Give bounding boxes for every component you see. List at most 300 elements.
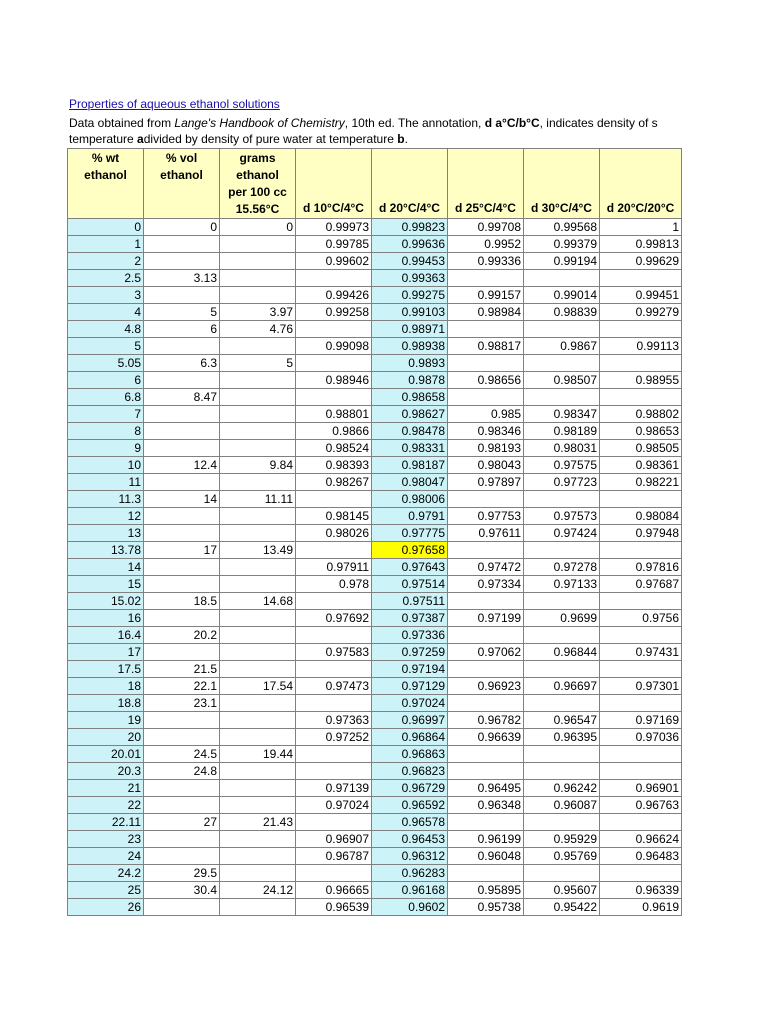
table-cell[interactable]: 0.96348 <box>448 797 524 814</box>
table-cell[interactable]: 0.99451 <box>600 287 682 304</box>
table-cell[interactable]: 0.9619 <box>600 899 682 916</box>
table-cell[interactable]: 5.05 <box>68 355 144 372</box>
table-cell[interactable]: 0.97897 <box>448 474 524 491</box>
table-cell[interactable]: 0.98524 <box>296 440 372 457</box>
table-cell[interactable]: 0.99602 <box>296 253 372 270</box>
table-cell[interactable] <box>296 389 372 406</box>
table-cell[interactable]: 17.5 <box>68 661 144 678</box>
table-cell[interactable]: 0.9756 <box>600 610 682 627</box>
table-cell[interactable]: 0.98347 <box>524 406 600 423</box>
table-cell[interactable]: 0.96242 <box>524 780 600 797</box>
table-cell[interactable]: 0.96787 <box>296 848 372 865</box>
table-cell[interactable] <box>144 644 220 661</box>
table-cell[interactable]: 0.978 <box>296 576 372 593</box>
table-cell[interactable]: 0.96283 <box>372 865 448 882</box>
table-cell[interactable]: 0.98006 <box>372 491 448 508</box>
table-cell[interactable]: 0.97336 <box>372 627 448 644</box>
table-cell[interactable] <box>524 695 600 712</box>
table-cell[interactable]: 0.97199 <box>448 610 524 627</box>
table-cell[interactable]: 13 <box>68 525 144 542</box>
table-cell[interactable] <box>448 746 524 763</box>
table-cell[interactable]: 26 <box>68 899 144 916</box>
table-cell[interactable] <box>220 440 296 457</box>
table-cell[interactable]: 0.97363 <box>296 712 372 729</box>
table-cell[interactable] <box>524 593 600 610</box>
table-cell[interactable]: 0.98267 <box>296 474 372 491</box>
table-cell[interactable]: 4 <box>68 304 144 321</box>
table-cell[interactable] <box>144 372 220 389</box>
table-cell[interactable]: 0.98658 <box>372 389 448 406</box>
table-cell[interactable] <box>296 695 372 712</box>
table-cell[interactable]: 0.99279 <box>600 304 682 321</box>
table-cell[interactable]: 0.99823 <box>372 219 448 236</box>
table-cell[interactable]: 24.5 <box>144 746 220 763</box>
table-cell[interactable]: 0.98984 <box>448 304 524 321</box>
table-cell[interactable] <box>220 559 296 576</box>
table-cell[interactable] <box>220 525 296 542</box>
table-cell[interactable]: 0.97723 <box>524 474 600 491</box>
table-cell[interactable]: 0.98971 <box>372 321 448 338</box>
table-cell[interactable] <box>524 389 600 406</box>
table-cell[interactable]: 0.98145 <box>296 508 372 525</box>
table-cell[interactable] <box>296 627 372 644</box>
table-cell[interactable]: 0 <box>220 219 296 236</box>
table-cell[interactable] <box>524 814 600 831</box>
table-cell[interactable] <box>144 406 220 423</box>
table-cell[interactable]: 2.5 <box>68 270 144 287</box>
table-cell[interactable]: 0.96539 <box>296 899 372 916</box>
table-cell[interactable] <box>524 542 600 559</box>
table-cell[interactable]: 0.96823 <box>372 763 448 780</box>
table-cell[interactable] <box>220 576 296 593</box>
table-cell[interactable]: 0.98505 <box>600 440 682 457</box>
table-cell[interactable] <box>144 525 220 542</box>
table-cell[interactable]: 19 <box>68 712 144 729</box>
table-cell[interactable] <box>600 865 682 882</box>
table-cell[interactable]: 0.98801 <box>296 406 372 423</box>
table-cell[interactable]: 0.97816 <box>600 559 682 576</box>
table-cell[interactable] <box>600 542 682 559</box>
table-cell[interactable]: 0.96923 <box>448 678 524 695</box>
table-cell[interactable]: 0.96763 <box>600 797 682 814</box>
table-cell[interactable]: 0.98193 <box>448 440 524 457</box>
table-cell[interactable] <box>220 831 296 848</box>
table-cell[interactable]: 0.96782 <box>448 712 524 729</box>
table-cell[interactable]: 0.96199 <box>448 831 524 848</box>
table-cell[interactable]: 0.97252 <box>296 729 372 746</box>
table-cell[interactable]: 0.96087 <box>524 797 600 814</box>
table-cell[interactable] <box>524 355 600 372</box>
table-cell[interactable] <box>448 814 524 831</box>
table-cell[interactable]: 0.97473 <box>296 678 372 695</box>
table-cell[interactable]: 5 <box>68 338 144 355</box>
table-cell[interactable]: 0.98187 <box>372 457 448 474</box>
table-cell[interactable] <box>220 389 296 406</box>
table-cell[interactable]: 13.49 <box>220 542 296 559</box>
table-cell[interactable]: 0.99973 <box>296 219 372 236</box>
table-cell[interactable]: 19.44 <box>220 746 296 763</box>
table-cell[interactable] <box>220 763 296 780</box>
table-cell[interactable] <box>600 355 682 372</box>
table-cell[interactable]: 9 <box>68 440 144 457</box>
table-cell[interactable]: 0.98802 <box>600 406 682 423</box>
table-cell[interactable]: 30.4 <box>144 882 220 899</box>
table-cell[interactable] <box>600 389 682 406</box>
table-cell[interactable]: 0.96624 <box>600 831 682 848</box>
table-cell[interactable]: 0.98817 <box>448 338 524 355</box>
table-cell[interactable]: 0.99194 <box>524 253 600 270</box>
table-cell[interactable]: 0.98047 <box>372 474 448 491</box>
table-cell[interactable]: 3.13 <box>144 270 220 287</box>
table-cell[interactable] <box>296 593 372 610</box>
table-cell[interactable] <box>296 661 372 678</box>
table-cell[interactable] <box>524 270 600 287</box>
table-cell[interactable]: 17 <box>68 644 144 661</box>
table-cell[interactable]: 22.1 <box>144 678 220 695</box>
table-cell[interactable]: 0.97583 <box>296 644 372 661</box>
table-cell[interactable]: 0.97387 <box>372 610 448 627</box>
table-cell[interactable]: 6 <box>144 321 220 338</box>
table-cell[interactable] <box>144 508 220 525</box>
table-cell[interactable]: 0.98361 <box>600 457 682 474</box>
table-cell[interactable]: 0 <box>144 219 220 236</box>
table-cell[interactable]: 0.98084 <box>600 508 682 525</box>
table-cell[interactable]: 0.95607 <box>524 882 600 899</box>
table-cell[interactable]: 0.99453 <box>372 253 448 270</box>
table-cell[interactable] <box>220 899 296 916</box>
table-cell[interactable]: 8.47 <box>144 389 220 406</box>
table-cell[interactable]: 0.97514 <box>372 576 448 593</box>
table-cell[interactable]: 0.97062 <box>448 644 524 661</box>
table-cell[interactable]: 0.98031 <box>524 440 600 457</box>
table-cell[interactable]: 2 <box>68 253 144 270</box>
table-cell[interactable] <box>220 797 296 814</box>
table-cell[interactable]: 16.4 <box>68 627 144 644</box>
table-cell[interactable]: 0.97036 <box>600 729 682 746</box>
table-cell[interactable] <box>220 712 296 729</box>
table-cell[interactable]: 0.96997 <box>372 712 448 729</box>
table-cell[interactable] <box>296 746 372 763</box>
table-cell[interactable]: 0.99103 <box>372 304 448 321</box>
table-cell[interactable]: 0.97278 <box>524 559 600 576</box>
table-cell[interactable]: 0.99629 <box>600 253 682 270</box>
table-cell[interactable]: 0.9699 <box>524 610 600 627</box>
table-cell[interactable]: 0.97139 <box>296 780 372 797</box>
table-cell[interactable]: 24.2 <box>68 865 144 882</box>
table-cell[interactable]: 22.11 <box>68 814 144 831</box>
table-cell[interactable]: 27 <box>144 814 220 831</box>
table-cell[interactable] <box>600 491 682 508</box>
table-cell[interactable]: 5 <box>220 355 296 372</box>
table-cell[interactable] <box>296 814 372 831</box>
table-cell[interactable]: 0.95895 <box>448 882 524 899</box>
table-cell[interactable] <box>524 661 600 678</box>
table-cell[interactable] <box>448 661 524 678</box>
table-cell[interactable]: 0.96453 <box>372 831 448 848</box>
table-cell[interactable]: 0.97611 <box>448 525 524 542</box>
table-cell[interactable] <box>220 287 296 304</box>
table-cell[interactable]: 0.96844 <box>524 644 600 661</box>
table-cell[interactable]: 14 <box>68 559 144 576</box>
table-cell[interactable] <box>296 865 372 882</box>
table-cell[interactable]: 21.43 <box>220 814 296 831</box>
table-cell[interactable] <box>144 729 220 746</box>
table-cell[interactable] <box>448 355 524 372</box>
table-cell[interactable]: 0.97911 <box>296 559 372 576</box>
table-cell[interactable]: 0.99785 <box>296 236 372 253</box>
table-cell[interactable] <box>448 695 524 712</box>
table-cell[interactable]: 0.97024 <box>372 695 448 712</box>
table-cell[interactable]: 0.97424 <box>524 525 600 542</box>
table-cell[interactable] <box>448 491 524 508</box>
table-cell[interactable]: 0.96639 <box>448 729 524 746</box>
table-cell[interactable]: 0.99813 <box>600 236 682 253</box>
table-cell[interactable]: 0 <box>68 219 144 236</box>
table-cell[interactable]: 0.97692 <box>296 610 372 627</box>
table-cell[interactable]: 0.985 <box>448 406 524 423</box>
table-cell[interactable]: 0.98955 <box>600 372 682 389</box>
table-cell[interactable]: 0.95769 <box>524 848 600 865</box>
table-cell[interactable] <box>144 338 220 355</box>
table-cell[interactable] <box>448 593 524 610</box>
table-cell[interactable]: 13.78 <box>68 542 144 559</box>
table-cell[interactable] <box>524 491 600 508</box>
table-cell[interactable]: 0.9952 <box>448 236 524 253</box>
table-cell[interactable]: 0.95422 <box>524 899 600 916</box>
table-cell[interactable]: 16 <box>68 610 144 627</box>
table-cell[interactable]: 0.97259 <box>372 644 448 661</box>
table-cell[interactable]: 0.99258 <box>296 304 372 321</box>
table-cell[interactable]: 20 <box>68 729 144 746</box>
table-cell[interactable] <box>600 270 682 287</box>
table-cell[interactable] <box>448 763 524 780</box>
table-cell[interactable]: 0.96901 <box>600 780 682 797</box>
table-cell[interactable]: 0.97573 <box>524 508 600 525</box>
table-cell[interactable]: 0.99098 <box>296 338 372 355</box>
table-cell[interactable]: 15 <box>68 576 144 593</box>
table-cell[interactable] <box>220 644 296 661</box>
table-cell[interactable]: 0.99708 <box>448 219 524 236</box>
table-cell[interactable]: 24.8 <box>144 763 220 780</box>
table-cell[interactable]: 12.4 <box>144 457 220 474</box>
table-cell[interactable]: 0.97948 <box>600 525 682 542</box>
table-cell[interactable]: 0.96864 <box>372 729 448 746</box>
table-cell[interactable]: 23.1 <box>144 695 220 712</box>
table-cell[interactable]: 0.9602 <box>372 899 448 916</box>
table-cell[interactable]: 0.96483 <box>600 848 682 865</box>
table-cell[interactable] <box>220 253 296 270</box>
table-cell[interactable] <box>600 763 682 780</box>
table-cell[interactable]: 21 <box>68 780 144 797</box>
table-cell[interactable]: 0.97753 <box>448 508 524 525</box>
table-cell[interactable] <box>600 746 682 763</box>
table-cell[interactable]: 0.96339 <box>600 882 682 899</box>
table-cell[interactable]: 0.99014 <box>524 287 600 304</box>
table-cell[interactable]: 0.96547 <box>524 712 600 729</box>
table-cell[interactable]: 0.98221 <box>600 474 682 491</box>
table-cell[interactable]: 0.9893 <box>372 355 448 372</box>
table-cell[interactable]: 4.76 <box>220 321 296 338</box>
table-cell[interactable]: 0.9791 <box>372 508 448 525</box>
table-cell[interactable]: 25 <box>68 882 144 899</box>
table-cell[interactable]: 0.97575 <box>524 457 600 474</box>
table-cell[interactable] <box>144 576 220 593</box>
table-cell[interactable] <box>220 780 296 797</box>
table-cell[interactable] <box>296 491 372 508</box>
table-cell[interactable] <box>144 899 220 916</box>
table-cell[interactable]: 11.11 <box>220 491 296 508</box>
table-cell[interactable]: 0.99426 <box>296 287 372 304</box>
table-cell[interactable] <box>144 610 220 627</box>
table-cell[interactable]: 0.97334 <box>448 576 524 593</box>
table-cell[interactable]: 6.8 <box>68 389 144 406</box>
table-cell[interactable]: 0.98653 <box>600 423 682 440</box>
table-cell[interactable]: 3 <box>68 287 144 304</box>
table-cell[interactable]: 0.97775 <box>372 525 448 542</box>
table-cell[interactable] <box>144 423 220 440</box>
table-cell[interactable] <box>220 610 296 627</box>
table-cell[interactable]: 0.99275 <box>372 287 448 304</box>
table-cell[interactable] <box>144 831 220 848</box>
table-cell[interactable]: 7 <box>68 406 144 423</box>
table-cell[interactable]: 4.8 <box>68 321 144 338</box>
table-cell[interactable]: 0.98393 <box>296 457 372 474</box>
table-cell[interactable] <box>524 763 600 780</box>
table-cell[interactable]: 0.99636 <box>372 236 448 253</box>
table-cell[interactable] <box>296 542 372 559</box>
table-cell[interactable]: 0.97024 <box>296 797 372 814</box>
table-cell[interactable]: 0.97133 <box>524 576 600 593</box>
table-cell[interactable]: 10 <box>68 457 144 474</box>
table-cell[interactable]: 0.96578 <box>372 814 448 831</box>
table-cell[interactable]: 0.98656 <box>448 372 524 389</box>
table-cell[interactable]: 0.97431 <box>600 644 682 661</box>
table-cell[interactable]: 14 <box>144 491 220 508</box>
table-cell[interactable] <box>600 695 682 712</box>
table-cell[interactable]: 0.96395 <box>524 729 600 746</box>
table-cell[interactable]: 0.96048 <box>448 848 524 865</box>
table-cell[interactable]: 24 <box>68 848 144 865</box>
table-cell[interactable] <box>296 763 372 780</box>
table-cell[interactable]: 0.97658 <box>372 542 448 559</box>
table-cell[interactable]: 18.8 <box>68 695 144 712</box>
table-cell[interactable]: 0.96312 <box>372 848 448 865</box>
table-cell[interactable] <box>524 321 600 338</box>
table-cell[interactable] <box>220 423 296 440</box>
table-cell[interactable]: 0.98839 <box>524 304 600 321</box>
table-cell[interactable] <box>144 253 220 270</box>
table-cell[interactable]: 0.99113 <box>600 338 682 355</box>
table-cell[interactable]: 0.97301 <box>600 678 682 695</box>
table-cell[interactable]: 12 <box>68 508 144 525</box>
table-cell[interactable]: 6.3 <box>144 355 220 372</box>
table-cell[interactable]: 0.96168 <box>372 882 448 899</box>
table-cell[interactable]: 0.98043 <box>448 457 524 474</box>
table-cell[interactable]: 0.99379 <box>524 236 600 253</box>
table-cell[interactable] <box>144 780 220 797</box>
table-cell[interactable]: 9.84 <box>220 457 296 474</box>
table-cell[interactable]: 0.95738 <box>448 899 524 916</box>
table-cell[interactable] <box>220 508 296 525</box>
table-cell[interactable] <box>220 270 296 287</box>
table-cell[interactable]: 11.3 <box>68 491 144 508</box>
table-cell[interactable]: 17.54 <box>220 678 296 695</box>
table-cell[interactable] <box>220 372 296 389</box>
table-cell[interactable]: 0.97643 <box>372 559 448 576</box>
table-cell[interactable]: 0.98627 <box>372 406 448 423</box>
source-link[interactable]: Properties of aqueous ethanol solutions <box>69 97 280 111</box>
table-cell[interactable]: 11 <box>68 474 144 491</box>
table-cell[interactable]: 0.99363 <box>372 270 448 287</box>
table-cell[interactable]: 0.99157 <box>448 287 524 304</box>
table-cell[interactable]: 0.98189 <box>524 423 600 440</box>
table-cell[interactable] <box>600 661 682 678</box>
table-cell[interactable]: 0.97511 <box>372 593 448 610</box>
table-cell[interactable] <box>448 321 524 338</box>
table-cell[interactable]: 0.98331 <box>372 440 448 457</box>
table-cell[interactable] <box>220 729 296 746</box>
table-cell[interactable]: 0.97472 <box>448 559 524 576</box>
table-cell[interactable]: 17 <box>144 542 220 559</box>
table-cell[interactable] <box>524 746 600 763</box>
table-cell[interactable]: 18 <box>68 678 144 695</box>
table-cell[interactable] <box>144 236 220 253</box>
table-cell[interactable] <box>600 593 682 610</box>
table-cell[interactable] <box>296 355 372 372</box>
table-cell[interactable] <box>448 270 524 287</box>
table-cell[interactable] <box>220 661 296 678</box>
table-cell[interactable]: 0.98946 <box>296 372 372 389</box>
table-cell[interactable] <box>220 338 296 355</box>
table-cell[interactable]: 0.97687 <box>600 576 682 593</box>
table-cell[interactable]: 1 <box>68 236 144 253</box>
table-cell[interactable]: 15.02 <box>68 593 144 610</box>
table-cell[interactable]: 18.5 <box>144 593 220 610</box>
table-cell[interactable]: 20.3 <box>68 763 144 780</box>
table-cell[interactable]: 0.96863 <box>372 746 448 763</box>
table-cell[interactable]: 0.9867 <box>524 338 600 355</box>
table-cell[interactable] <box>524 627 600 644</box>
table-cell[interactable] <box>448 389 524 406</box>
table-cell[interactable] <box>220 627 296 644</box>
table-cell[interactable] <box>144 712 220 729</box>
table-cell[interactable]: 0.98478 <box>372 423 448 440</box>
table-cell[interactable]: 1 <box>600 219 682 236</box>
table-cell[interactable]: 20.01 <box>68 746 144 763</box>
table-cell[interactable]: 20.2 <box>144 627 220 644</box>
table-cell[interactable]: 5 <box>144 304 220 321</box>
table-cell[interactable]: 0.96697 <box>524 678 600 695</box>
table-cell[interactable]: 0.98938 <box>372 338 448 355</box>
table-cell[interactable]: 0.98346 <box>448 423 524 440</box>
table-cell[interactable] <box>600 814 682 831</box>
table-cell[interactable]: 0.96665 <box>296 882 372 899</box>
table-cell[interactable]: 0.99336 <box>448 253 524 270</box>
table-cell[interactable]: 0.97169 <box>600 712 682 729</box>
table-cell[interactable] <box>600 321 682 338</box>
table-cell[interactable] <box>220 406 296 423</box>
table-cell[interactable]: 0.95929 <box>524 831 600 848</box>
table-cell[interactable]: 0.96907 <box>296 831 372 848</box>
table-cell[interactable]: 0.98026 <box>296 525 372 542</box>
table-cell[interactable] <box>144 440 220 457</box>
table-cell[interactable]: 24.12 <box>220 882 296 899</box>
table-cell[interactable] <box>220 474 296 491</box>
table-cell[interactable] <box>220 848 296 865</box>
table-cell[interactable]: 0.97129 <box>372 678 448 695</box>
table-cell[interactable]: 21.5 <box>144 661 220 678</box>
table-cell[interactable]: 22 <box>68 797 144 814</box>
